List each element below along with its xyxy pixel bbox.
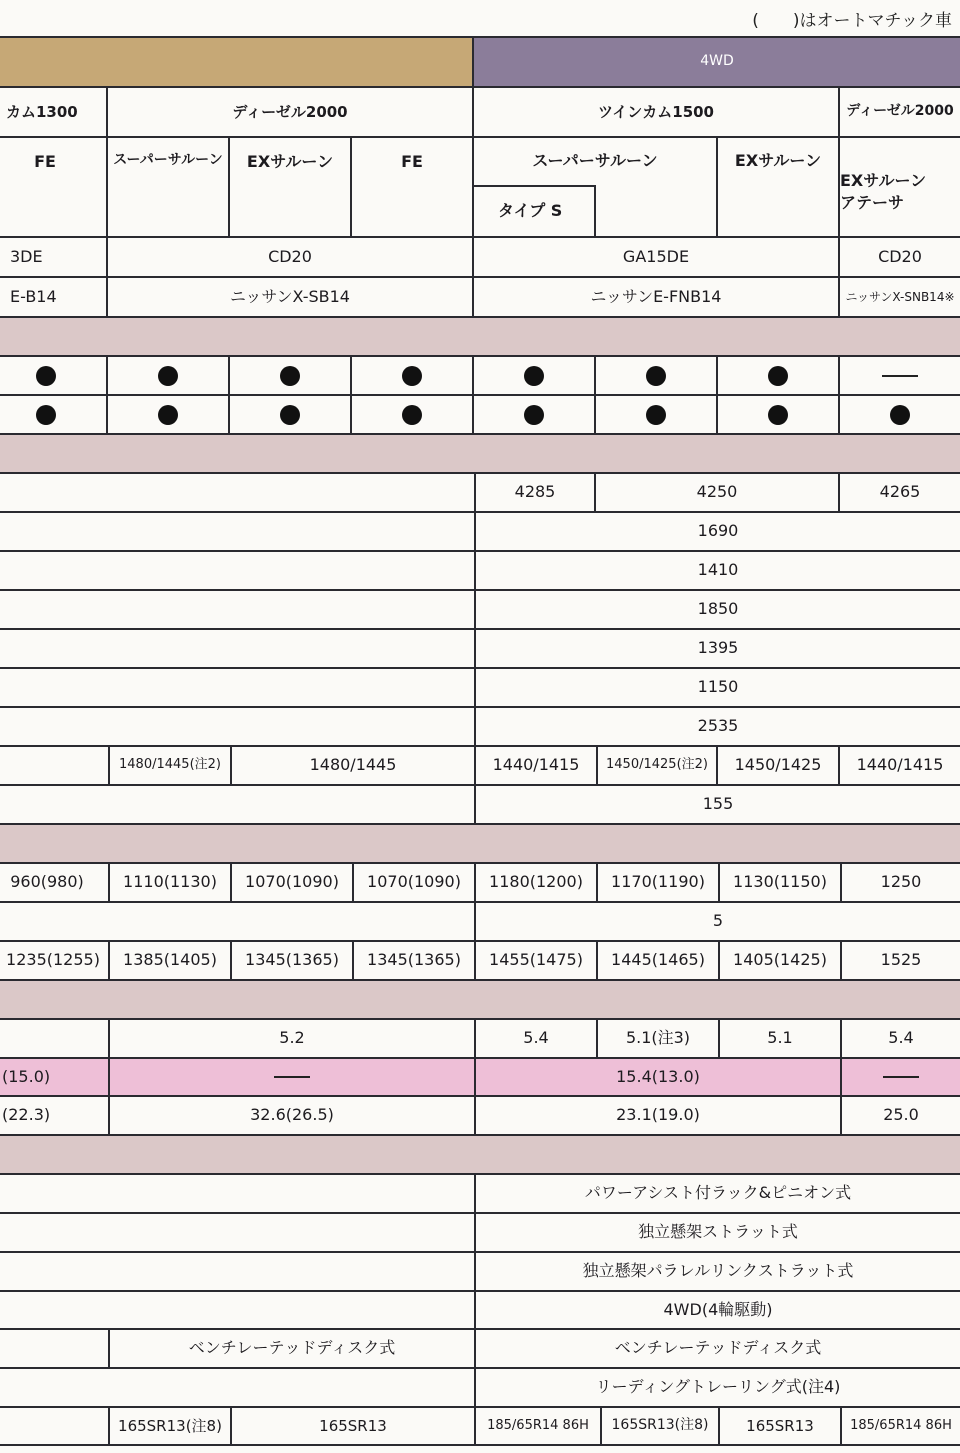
engine-diesel: CD20 — [268, 246, 312, 266]
length-b: 4250 — [696, 482, 738, 502]
header-cam1300: カム1300 — [6, 102, 78, 121]
section-band-performance — [0, 981, 960, 1018]
length-a: 4285 — [514, 482, 556, 502]
bullet-icon — [158, 366, 178, 386]
vehicle-weight: 1110(1130) — [123, 872, 217, 892]
tire-b: 165SR13 — [319, 1416, 387, 1435]
rear-brake: リーディングトレーリング式(注4) — [595, 1377, 841, 1397]
grade-type-s: タイプ S — [498, 201, 563, 221]
overall-height: 1410 — [697, 560, 739, 580]
vehicle-weight: 1130(1150) — [733, 872, 827, 892]
model-diesel: ニッサンX-SB14 — [230, 286, 350, 306]
header-diesel2000: ディーゼル2000 — [232, 102, 348, 121]
dash-icon — [882, 375, 918, 377]
dash-cell — [840, 357, 960, 394]
bullet-icon — [280, 405, 300, 425]
front-brake-a: ベンチレーテッドディスク式 — [188, 1338, 396, 1358]
gross-weight: 1455(1475) — [489, 950, 583, 970]
dash-icon — [274, 1076, 310, 1078]
gross-weight: 1345(1365) — [245, 950, 339, 970]
tread-c: 1440/1415 — [492, 755, 580, 775]
section-band-body — [0, 318, 960, 355]
tread-a: 1480/1445(注2) — [119, 757, 221, 773]
model-twincam: ニッサンE-FNB14 — [590, 286, 722, 306]
grade-fe: FE — [34, 152, 56, 171]
grade-super-saloon: スーパーサルーン — [113, 152, 223, 168]
grade-ex-saloon-atesa — [840, 138, 960, 236]
dot-cell — [352, 357, 472, 394]
grade-fe-diesel: FE — [401, 152, 423, 171]
rule — [0, 316, 960, 318]
tire-e: 165SR13 — [746, 1416, 814, 1435]
fuel-10mode-a: (15.0) — [2, 1066, 51, 1086]
fuel-10mode-b: 15.4(13.0) — [616, 1066, 700, 1086]
seating-capacity: 5 — [712, 911, 724, 931]
model-diesel-4wd: ニッサンX-SNB14※ — [845, 289, 955, 304]
bullet-icon — [524, 366, 544, 386]
rear-suspension: 独立懸架パラレルリンクストラット式 — [582, 1261, 854, 1281]
dash-icon — [883, 1076, 919, 1078]
vehicle-weight: 1170(1190) — [611, 872, 705, 892]
fuel-60kmh-b: 32.6(26.5) — [250, 1105, 334, 1125]
bullet-icon — [646, 405, 666, 425]
bullet-icon — [36, 405, 56, 425]
fuel-10mode-none-4wd — [842, 1059, 960, 1095]
vehicle-weight: 1180(1200) — [489, 872, 583, 892]
grade-ex-saloon-atesa-line1: EXサルーン — [840, 170, 927, 190]
section-band-weight — [0, 825, 960, 862]
turning-radius-a: 5.2 — [279, 1028, 305, 1048]
bullet-icon — [890, 405, 910, 425]
turning-radius-e: 5.4 — [888, 1028, 914, 1048]
drive-type: 4WD(4輪駆動) — [663, 1299, 773, 1319]
turning-radius-c: 5.1(注3) — [625, 1028, 691, 1048]
wheelbase: 2535 — [697, 716, 739, 736]
gross-weight: 1345(1365) — [367, 950, 461, 970]
tread-d: 1450/1425(注2) — [606, 757, 708, 773]
fuel-60kmh-c: 23.1(19.0) — [616, 1105, 700, 1125]
gross-weight: 1525 — [880, 950, 922, 970]
header-band-gold — [0, 38, 472, 86]
dot-cell — [474, 396, 594, 433]
rule — [0, 1134, 960, 1136]
grade-ex-saloon-4wd: EXサルーン — [734, 151, 822, 170]
fuel-60kmh-a: (22.3) — [2, 1105, 51, 1125]
grade-super-saloon-4wd: スーパーサルーン — [532, 151, 658, 170]
header-twincam1500: ツインカム1500 — [598, 102, 714, 121]
dot-cell — [230, 396, 350, 433]
tire-f: 185/65R14 86H — [850, 1417, 952, 1433]
interior-length: 1850 — [697, 599, 739, 619]
bullet-icon — [768, 366, 788, 386]
length-c: 4265 — [879, 482, 921, 502]
front-brake-b: ベンチレーテッドディスク式 — [614, 1338, 822, 1358]
tread-f: 1440/1415 — [856, 755, 944, 775]
fuel-60kmh-d: 25.0 — [883, 1105, 919, 1125]
bullet-icon — [36, 366, 56, 386]
column-rule — [594, 185, 596, 236]
dot-cell — [230, 357, 350, 394]
bullet-icon — [646, 366, 666, 386]
model-c1: E-B14 — [10, 286, 57, 306]
tread-b: 1480/1445 — [309, 755, 397, 775]
dot-cell — [596, 357, 716, 394]
engine-c1: 3DE — [10, 246, 43, 266]
tire-d: 165SR13(注8) — [611, 1417, 709, 1434]
vehicle-weight: 1250 — [880, 872, 922, 892]
gross-weight: 1235(1255) — [6, 950, 100, 970]
tire-c: 185/65R14 86H — [487, 1417, 589, 1433]
bullet-icon — [524, 405, 544, 425]
section-band-dimensions — [0, 435, 960, 472]
section-band-chassis — [0, 1136, 960, 1173]
rule — [0, 1444, 960, 1446]
turning-radius-d: 5.1 — [767, 1028, 793, 1048]
dot-cell — [718, 357, 838, 394]
gross-weight: 1405(1425) — [733, 950, 827, 970]
grade-ex-saloon: EXサルーン — [246, 152, 334, 171]
tread-e: 1450/1425 — [734, 755, 822, 775]
overall-width: 1690 — [697, 521, 739, 541]
fuel-10mode-none — [110, 1059, 474, 1095]
dot-cell — [596, 396, 716, 433]
header-diesel2000-4wd: ディーゼル2000 — [846, 103, 954, 120]
vehicle-weight: 960(980) — [10, 872, 84, 892]
rule — [0, 433, 960, 435]
bullet-icon — [280, 366, 300, 386]
interior-width: 1395 — [697, 638, 739, 658]
grade-ex-saloon-atesa-line2: アテーサ — [840, 193, 905, 212]
front-suspension: 独立懸架ストラット式 — [638, 1222, 798, 1242]
dot-cell — [474, 357, 594, 394]
rule — [0, 823, 960, 825]
engine-diesel-4wd: CD20 — [878, 246, 922, 266]
ground-clearance: 155 — [702, 794, 734, 814]
gross-weight: 1385(1405) — [123, 950, 217, 970]
dot-cell — [352, 396, 472, 433]
dot-cell — [108, 396, 228, 433]
dot-cell — [0, 357, 92, 394]
bullet-icon — [768, 405, 788, 425]
bullet-icon — [158, 405, 178, 425]
engine-twincam: GA15DE — [622, 246, 690, 266]
dot-cell — [0, 396, 92, 433]
dot-cell — [108, 357, 228, 394]
dot-cell — [718, 396, 838, 433]
tire-a: 165SR13(注8) — [118, 1416, 222, 1435]
turning-radius-b: 5.4 — [523, 1028, 549, 1048]
bullet-icon — [402, 366, 422, 386]
bullet-icon — [402, 405, 422, 425]
gross-weight: 1445(1465) — [611, 950, 705, 970]
group-header-4wd: 4WD — [700, 53, 734, 70]
automatic-note: ( )はオートマチック車 — [752, 11, 952, 31]
vehicle-weight: 1070(1090) — [367, 872, 461, 892]
steering-type: パワーアシスト付ラック&ピニオン式 — [584, 1183, 852, 1203]
interior-height: 1150 — [697, 677, 739, 697]
dot-cell — [840, 396, 960, 433]
vehicle-weight: 1070(1090) — [245, 872, 339, 892]
rule — [0, 979, 960, 981]
